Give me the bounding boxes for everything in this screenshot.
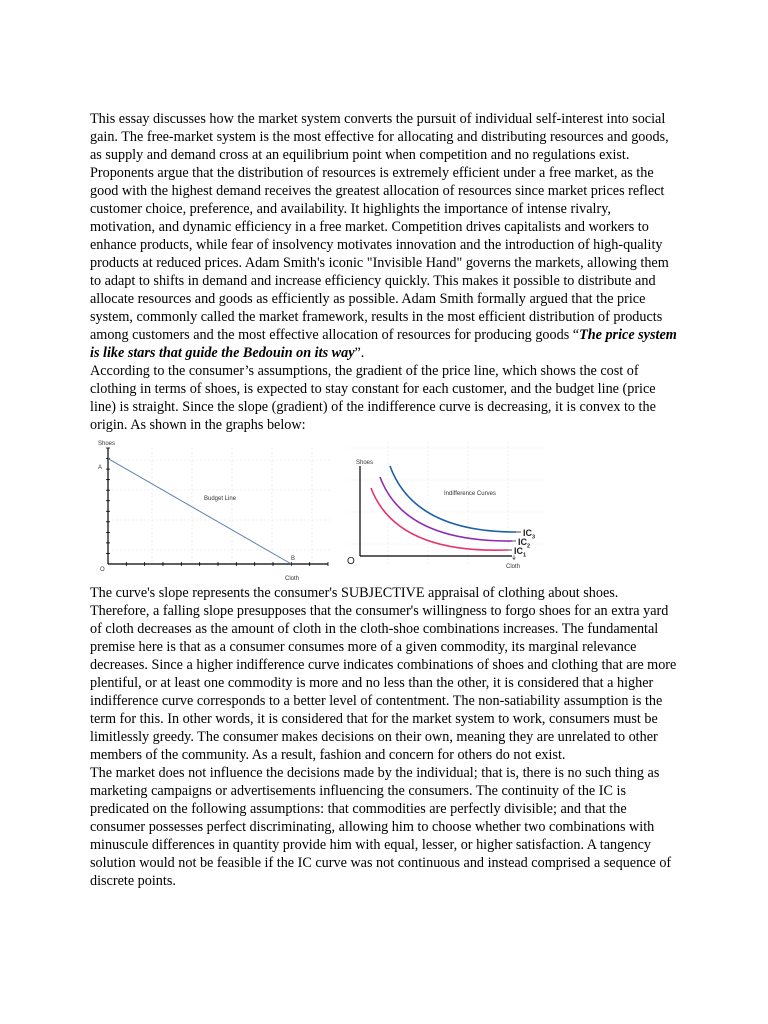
bedouin-quote: The price system is like stars that guide the Bedouin on its way xyxy=(90,327,677,361)
ic-chart-title: Indifference Curves xyxy=(444,491,496,497)
paragraph-assumptions: According to the consumer’s assumptions, the gradient of the price line, which shows the cost of clothing in terms of shoes, is expected to stay constant for each customer, and the budget line (price line) is straight. Since the slope (gradient) of the indifference curve is decreasing, it is convex to the origin. As shown in the graphs below: xyxy=(90,363,656,433)
paragraph-subjective-appraisal: The curve's slope represents the consumer's SUBJECTIVE appraisal of clothing about shoes. Therefore, a falling slope presupposes that the consumer's willingness to forgo shoes for an extra yard of cloth decreases as the amount of cloth in the cloth-shoe combinations increases. The fundamental premise here is that as a consumer consumes more of a given commodity, its marginal relevance decreases. Since a higher indifference curve indicates combinations of shoes and clothing that are more plentiful, or at least one commodity is more and no less than the other, it is considered that a higher indifference curve corresponds to a better level of contentment. The non-satiability assumption is the term for this. In other words, it is considered that for the market system to work, consumers must be limitlessly greedy. The consumer makes decisions on their own, meaning they are unrelated to other members of the community. As a result, fashion and concern for others do not exist. xyxy=(90,585,677,763)
budget-ylabel: Shoes xyxy=(98,441,116,447)
ic1-label: $IC_1$ xyxy=(514,546,527,559)
budget-xlabel: Cloth xyxy=(285,576,300,582)
budget-line-chart xyxy=(92,438,334,582)
budget-point-b: B xyxy=(291,556,296,562)
paragraph-intro-end: ”. xyxy=(354,345,365,361)
paragraph-market-influence: The market does not influence the decisions made by the individual; that is, there is no such thing as marketing campaigns or advertisements influencing the consumers. The continuity of the IC is predicated on the following assumptions: that commodities are perfectly divisible; and that the consumer possesses perfect discriminating, allowing him to choose whether two combinations with minuscule differences in quantity provide him with equal, lesser, or higher satisfaction. A tangency solution would not be feasible if the IC curve was not continuous and instead comprised a sequence of discrete points. xyxy=(90,765,672,889)
indifference-curves-chart xyxy=(338,438,556,582)
budget-line xyxy=(108,459,291,564)
ic-ylabel: Shoes xyxy=(356,460,374,466)
budget-chart-grid xyxy=(112,448,332,564)
paragraph-intro-text: This essay discusses how the market system converts the pursuit of individual self-interest into social gain. The free-market system is the most effective for allocating and distributing resources and goods, as supply and demand cross at an equilibrium point when competition and no regulations exist. Proponents argue that the distribution of resources is extremely efficient under a free market, as the good with the highest demand receives the greatest allocation of resources since market prices reflect customer choice, preference, and availability. It highlights the importance of intense rivalry, motivation, and dynamic efficiency in a free market. Competition drives capitalists and workers to enhance products, while fear of insolvency motivates innovation and the introduction of high-quality products at reduced prices. Adam Smith's iconic "Invisible Hand" governs the markets, allowing them to adapt to shifts in demand and increase efficiency quickly. This makes it possible to distribute and allocate resources and goods as efficiently as possible. Adam Smith formally argued that the price system, commonly called the market framework, results in the most efficient distribution of products among customers and the most effective allocation of resources for producing goods “ xyxy=(90,111,669,343)
ic-xlabel: Cloth xyxy=(506,564,521,570)
ic3-curve xyxy=(390,466,516,532)
graphs-figure xyxy=(90,438,678,582)
budget-origin-label: O xyxy=(100,567,105,573)
ic-origin-label: O xyxy=(347,556,355,567)
budget-axis-ticks xyxy=(106,448,328,566)
paragraph-intro xyxy=(90,110,678,362)
document-page xyxy=(90,110,678,890)
ic3-label: $IC_3$ xyxy=(523,528,536,541)
budget-point-a: A xyxy=(98,465,103,471)
ic2-label: $IC_2$ xyxy=(518,537,531,550)
budget-line-label: Budget Line xyxy=(204,496,237,502)
